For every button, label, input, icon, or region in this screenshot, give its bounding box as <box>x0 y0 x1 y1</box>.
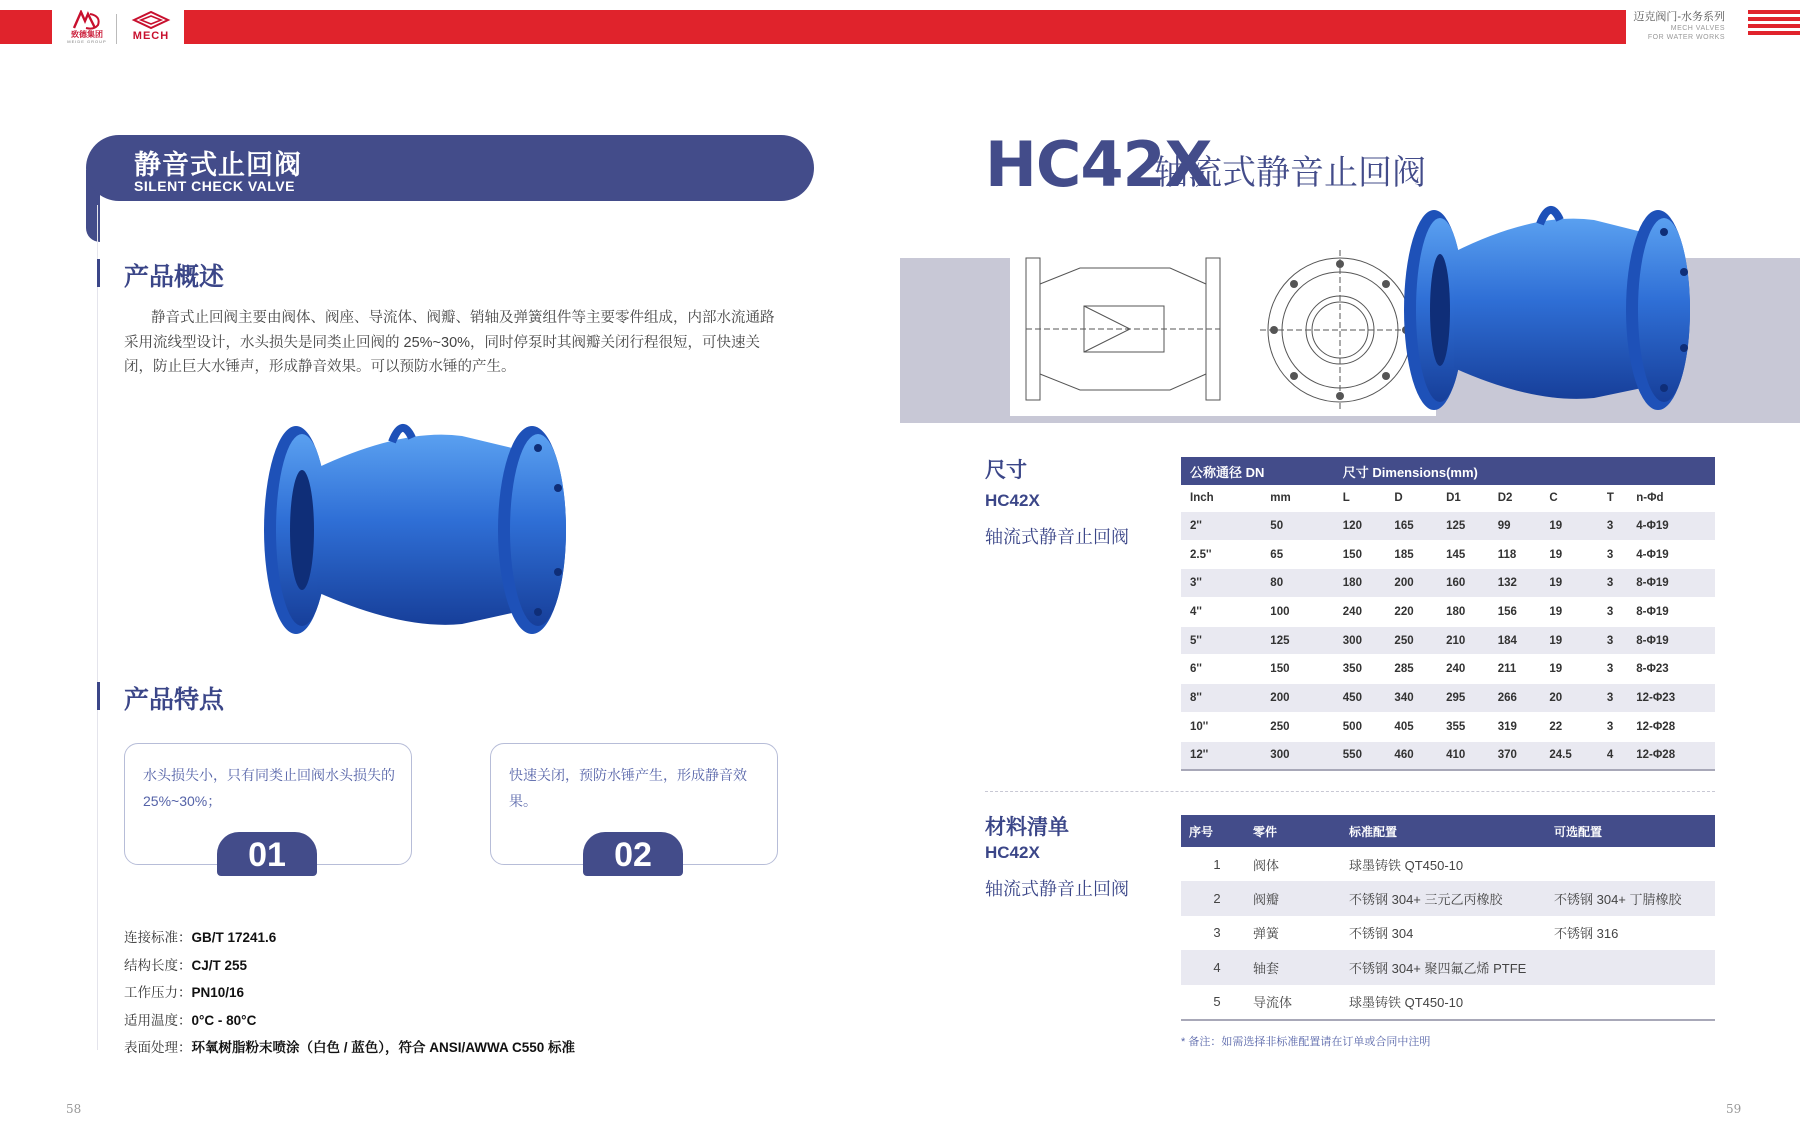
table-cell: 285 <box>1385 655 1437 684</box>
table-cell: 3 <box>1598 512 1627 541</box>
table-cell: 50 <box>1261 512 1333 541</box>
table-cell: 405 <box>1385 712 1437 741</box>
table-cell: 125 <box>1437 512 1489 541</box>
section-divider <box>985 791 1715 792</box>
dimensions-model-name: 轴流式静音止回阀 <box>985 527 1129 547</box>
dimensions-label: 尺寸 <box>985 459 1027 482</box>
table-cell: 1 <box>1213 856 1221 872</box>
spec-value: PN10/16 <box>191 985 245 1000</box>
table-cell: 8-Φ23 <box>1627 655 1715 684</box>
table-cell: 3 <box>1598 598 1627 627</box>
table-cell: 450 <box>1334 684 1386 713</box>
product-title-en: SILENT CHECK VALVE <box>134 178 295 194</box>
series-title-en-2: FOR WATER WORKS <box>1647 34 1725 41</box>
table-cell: 12'' <box>1181 741 1261 770</box>
table-cell: 300 <box>1334 626 1386 655</box>
series-title-en-1: MECH VALVES <box>1670 25 1725 32</box>
table-cell: 165 <box>1385 512 1437 541</box>
header-red-bar <box>184 10 1626 44</box>
table-cell: 100 <box>1261 598 1333 627</box>
table-row <box>1181 540 1715 569</box>
features-heading-bar <box>97 682 100 710</box>
column-header: 零件 <box>1245 815 1341 847</box>
table-cell: 6'' <box>1181 655 1261 684</box>
table-cell: 99 <box>1489 512 1541 541</box>
table-cell: 340 <box>1385 684 1437 713</box>
model-name: 轴流式静音止回阀 <box>1154 154 1426 192</box>
table-cell: 3'' <box>1181 569 1261 598</box>
table-header-row <box>1181 815 1715 847</box>
left-page-rule <box>97 205 98 1050</box>
table-cell: 355 <box>1437 712 1489 741</box>
spec-value: CJ/T 255 <box>191 957 248 973</box>
table-cell: 阀体 <box>1253 857 1280 873</box>
table-cell: 导流体 <box>1245 985 1341 1020</box>
table-cell: 19 <box>1540 569 1598 598</box>
table-cell: 550 <box>1334 741 1386 770</box>
table-cell: 3 <box>1598 684 1627 713</box>
bom-note: * 备注：如需选择非标准配置请在订单或合同中注明 <box>1181 1036 1431 1048</box>
spec-label: 连接标准： <box>124 930 192 945</box>
table-cell: 19 <box>1540 626 1598 655</box>
column-header: mm <box>1261 485 1333 512</box>
series-label <box>1633 10 1725 42</box>
column-header: 标准配置 <box>1341 815 1546 847</box>
spec-value: 0°C - 80°C <box>191 1012 257 1028</box>
table-cell: 不锈钢 304+ 丁腈橡胶 <box>1546 881 1715 915</box>
spec-row <box>124 952 575 980</box>
spec-row <box>124 979 575 1007</box>
column-header: L <box>1334 485 1386 512</box>
table-row <box>1181 569 1715 598</box>
column-header: D2 <box>1489 485 1541 512</box>
dimensions-table <box>1181 457 1715 771</box>
table-cell: 8-Φ19 <box>1627 626 1715 655</box>
spec-label: 工作压力： <box>124 985 192 1000</box>
spec-label: 表面处理： <box>124 1040 192 1055</box>
bom-model-name: 轴流式静音止回阀 <box>985 879 1129 899</box>
series-title-cn: 迈克阀门-水务系列 <box>1633 11 1725 23</box>
table-cell: 65 <box>1261 540 1333 569</box>
table-cell: 300 <box>1261 741 1333 770</box>
model-code: HC42X <box>985 128 1212 201</box>
spec-list <box>124 924 575 1062</box>
spec-value: GB/T 17241.6 <box>191 930 277 945</box>
table-cell: 19 <box>1540 598 1598 627</box>
mech-logo-icon <box>131 10 171 30</box>
page-number-right: 59 <box>1726 1102 1742 1116</box>
column-header: Inch <box>1181 485 1261 512</box>
page-number-left: 58 <box>66 1102 82 1116</box>
table-cell: 3 <box>1598 540 1627 569</box>
table-cell: 19 <box>1540 540 1598 569</box>
table-cell: 500 <box>1334 712 1386 741</box>
table-cell: 2.5'' <box>1181 540 1261 569</box>
table-cell: 3 <box>1598 712 1627 741</box>
table-cell: 12-Φ23 <box>1627 684 1715 713</box>
table-cell: 22 <box>1540 712 1598 741</box>
column-header: 尺寸 Dimensions(mm) <box>1334 457 1715 485</box>
overview-text: 静音式止回阀主要由阀体、阀座、导流体、阀瓣、销轴及弹簧组件等主要零件组成，内部水流通路采用流线型设计，水头损失是同类止回阀的 25%~30%，同时停泵时其阀瓣关闭行程很短，可快速关闭，防止巨大水锤声，形成静音效果。可以预防水锤的产生。 <box>124 310 775 375</box>
overview-heading-bar <box>97 259 100 287</box>
table-cell: 4 <box>1598 741 1627 770</box>
table-cell: 160 <box>1437 569 1489 598</box>
table-row <box>1181 684 1715 713</box>
table-cell: 240 <box>1334 598 1386 627</box>
table-cell: 210 <box>1437 626 1489 655</box>
table-cell: 19 <box>1540 512 1598 541</box>
column-header: 序号 <box>1181 815 1245 847</box>
technical-drawing-panel <box>1010 244 1436 416</box>
bom-table <box>1181 815 1715 1021</box>
table-cell: 4 <box>1181 950 1245 984</box>
table-cell: 8-Φ19 <box>1627 569 1715 598</box>
table-subheader-row <box>1181 485 1715 512</box>
table-row <box>1181 985 1715 1020</box>
table-cell: 250 <box>1261 712 1333 741</box>
table-cell: 阀瓣 <box>1245 881 1341 915</box>
table-cell: 370 <box>1489 741 1541 770</box>
table-cell: 8-Φ19 <box>1627 598 1715 627</box>
table-cell: 295 <box>1437 684 1489 713</box>
table-cell: 125 <box>1261 626 1333 655</box>
table-cell <box>1546 950 1715 984</box>
meide-logo-icon <box>72 10 102 30</box>
overview-heading: 产品概述 <box>124 263 225 291</box>
table-cell: 轴套 <box>1245 950 1341 984</box>
table-cell: 118 <box>1489 540 1541 569</box>
table-cell: 132 <box>1489 569 1541 598</box>
table-cell: 12-Φ28 <box>1627 741 1715 770</box>
table-row <box>1181 712 1715 741</box>
table-cell: 不锈钢 304+ 三元乙丙橡胶 <box>1341 881 1546 915</box>
table-cell: 120 <box>1334 512 1386 541</box>
technical-drawing <box>1010 244 1436 416</box>
meide-logo-text: 致德集团 <box>71 30 103 39</box>
feature-1-text: 水头损失小，只有同类止回阀水头损失的 25%~30%； <box>143 767 395 809</box>
bom-model: HC42X <box>985 843 1040 862</box>
table-row <box>1181 741 1715 770</box>
dimensions-model: HC42X <box>985 491 1040 510</box>
table-cell: 球墨铸铁 QT450-10 <box>1341 985 1546 1020</box>
table-cell: 3 <box>1213 925 1221 941</box>
table-cell: 184 <box>1489 626 1541 655</box>
brand-logos <box>60 10 180 46</box>
table-cell: 24.5 <box>1540 741 1598 770</box>
mech-logo-text: MECH <box>132 30 170 42</box>
table-cell: 200 <box>1261 684 1333 713</box>
table-cell: 145 <box>1437 540 1489 569</box>
table-cell: 3 <box>1598 626 1627 655</box>
spec-label: 适用温度： <box>124 1012 192 1028</box>
spec-value: 环氧树脂粉末喷涂（白色 / 蓝色），符合 ANSI/AWWA C550 标准 <box>191 1040 576 1055</box>
valve-product-image-large <box>1404 196 1714 420</box>
column-header: n-Φd <box>1627 485 1715 512</box>
column-header: T <box>1598 485 1627 512</box>
table-cell: 180 <box>1334 569 1386 598</box>
header-red-bar-left <box>0 10 52 44</box>
table-cell: 150 <box>1334 540 1386 569</box>
table-cell: 19 <box>1540 655 1598 684</box>
table-cell: 4-Φ19 <box>1627 540 1715 569</box>
table-row <box>1181 626 1715 655</box>
table-row <box>1181 512 1715 541</box>
table-cell: 2 <box>1181 881 1245 915</box>
feature-2-text: 快速关闭，预防水锤产生，形成静音效果。 <box>509 767 747 809</box>
product-title-banner <box>86 135 814 201</box>
table-cell: 8'' <box>1181 684 1261 713</box>
table-cell: 266 <box>1489 684 1541 713</box>
table-cell: 不锈钢 304+ 聚四氟乙烯 PTFE <box>1341 950 1546 984</box>
logo-divider <box>116 14 117 44</box>
table-row <box>1181 847 1715 881</box>
feature-1-number: 01 <box>217 832 317 876</box>
table-row <box>1181 881 1715 915</box>
table-cell: 4'' <box>1181 598 1261 627</box>
table-cell: 3 <box>1598 569 1627 598</box>
spec-row <box>124 1007 575 1035</box>
valve-product-image <box>262 408 592 644</box>
table-cell: 240 <box>1437 655 1489 684</box>
spec-row <box>124 1034 575 1062</box>
column-header: D1 <box>1437 485 1489 512</box>
spec-row <box>124 924 575 952</box>
table-cell: 3 <box>1598 655 1627 684</box>
table-header-row <box>1181 457 1715 485</box>
table-cell: 不锈钢 304 <box>1349 926 1414 942</box>
table-cell: 156 <box>1489 598 1541 627</box>
table-cell: 150 <box>1261 655 1333 684</box>
table-cell: 12-Φ28 <box>1627 712 1715 741</box>
column-header: D <box>1385 485 1437 512</box>
table-cell: 185 <box>1385 540 1437 569</box>
table-cell: 不锈钢 316 <box>1554 926 1619 942</box>
table-row <box>1181 655 1715 684</box>
table-cell: 220 <box>1385 598 1437 627</box>
table-cell: 5'' <box>1181 626 1261 655</box>
table-cell: 80 <box>1261 569 1333 598</box>
table-cell: 5 <box>1181 985 1245 1020</box>
table-cell: 410 <box>1437 741 1489 770</box>
table-cell: 211 <box>1489 655 1541 684</box>
table-cell: 10'' <box>1181 712 1261 741</box>
meide-logo-subtext: MEIDE GROUP <box>67 39 107 44</box>
table-cell: 球墨铸铁 QT450-10 <box>1349 857 1464 873</box>
table-cell <box>1546 847 1715 881</box>
table-row <box>1181 916 1715 950</box>
table-cell: 200 <box>1385 569 1437 598</box>
column-header: 可选配置 <box>1546 815 1715 847</box>
table-cell <box>1546 985 1715 1020</box>
table-cell: 180 <box>1437 598 1489 627</box>
menu-icon <box>1748 10 1800 42</box>
table-cell: 460 <box>1385 741 1437 770</box>
table-row <box>1181 598 1715 627</box>
feature-2-number: 02 <box>583 832 683 876</box>
table-cell: 250 <box>1385 626 1437 655</box>
table-cell: 350 <box>1334 655 1386 684</box>
table-cell: 弹簧 <box>1253 926 1280 942</box>
mech-logo <box>124 10 178 42</box>
spec-label: 结构长度： <box>124 957 192 973</box>
table-cell: 2'' <box>1181 512 1261 541</box>
table-cell: 20 <box>1540 684 1598 713</box>
column-header: C <box>1540 485 1598 512</box>
product-title-cn: 静音式止回阀 <box>134 150 302 180</box>
table-cell: 4-Φ19 <box>1627 512 1715 541</box>
meide-logo <box>64 10 110 44</box>
features-heading: 产品特点 <box>124 686 225 714</box>
bom-label: 材料清单 <box>985 816 1069 839</box>
column-header: 公称通径 DN <box>1181 457 1334 485</box>
table-row <box>1181 950 1715 984</box>
table-cell: 319 <box>1489 712 1541 741</box>
